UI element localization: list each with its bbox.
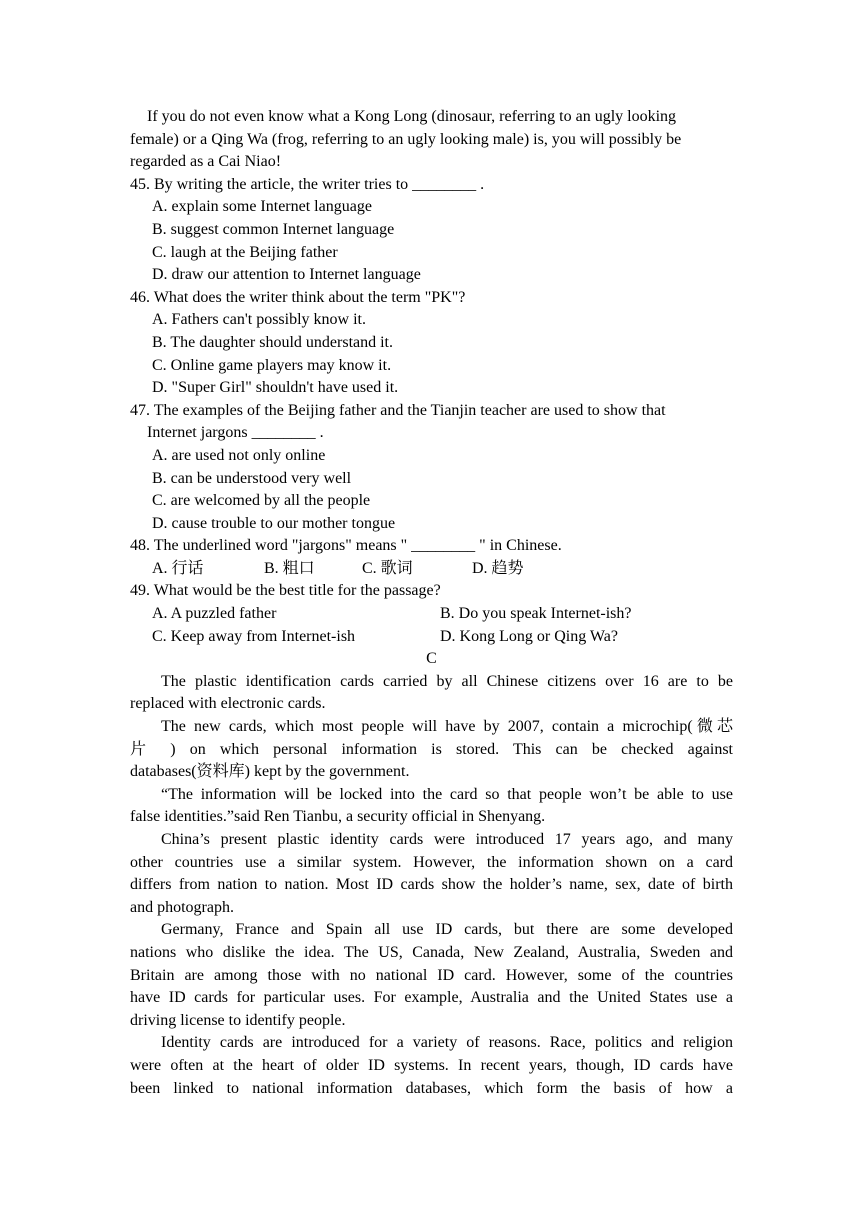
question-49-option-b: B. Do you speak Internet-ish? (440, 605, 632, 623)
paragraph-line: The plastic identification cards carried by all Chinese citizens over 16 are to be (161, 672, 733, 690)
paragraph-line: driving license to identify people. (130, 1011, 346, 1029)
question-49-options-row1 (130, 603, 733, 626)
paragraph (130, 829, 733, 919)
question-45-stem: 45. By writing the article, the writer tries to ________ . (130, 175, 485, 193)
question-48-options (130, 558, 733, 581)
question-48-option-d: D. 趋势 (472, 559, 524, 577)
paragraph-line: The new cards, which most people will have by 2007, contain a microchip(微芯 (161, 718, 733, 736)
paragraph-line: Germany, France and Spain all use ID cards, but there are some developed (161, 921, 733, 939)
question-48-option-b: B. 粗口 (264, 559, 315, 577)
question-48-stem: 48. The underlined word "jargons" means " ________ " in Chinese. (130, 537, 562, 555)
paragraph-line: Identity cards are introduced for a variety of reasons. Race, politics and religion (161, 1034, 733, 1052)
paragraph (130, 784, 733, 829)
paragraph-line: false identities.”said Ren Tianbu, a security official in Shenyang. (130, 808, 546, 826)
intro-line: female) or a Qing Wa (frog, referring to an ugly looking male) is, you will possibly be (130, 130, 682, 148)
intro-line: If you do not even know what a Kong Long (dinosaur, referring to an ugly looking (147, 108, 677, 125)
paragraph-line: databases(资料库) kept by the government. (130, 763, 410, 781)
paragraph-line: replaced with electronic cards. (130, 695, 326, 713)
paragraph-line: China’s present plastic identity cards were introduced 17 years ago, and many (161, 831, 733, 848)
paragraph (130, 919, 733, 1032)
paragraph (130, 671, 733, 716)
question-46-option-b: B. The daughter should understand it. (152, 333, 393, 351)
paragraph (130, 1032, 733, 1100)
question-49-stem: 49. What would be the best title for the passage? (130, 582, 441, 600)
paragraph (130, 716, 733, 784)
question-49-option-c: C. Keep away from Internet-ish (152, 627, 356, 645)
question-46-option-d: D. "Super Girl" shouldn't have used it. (152, 379, 399, 397)
question-49-option-a: A. A puzzled father (152, 605, 277, 623)
paragraph-line: “The information will be locked into the card so that people won’t be able to use (161, 785, 733, 803)
question-48-option-c: C. 歌词 (362, 559, 413, 577)
question-47-stem-continued: Internet jargons ________ . (147, 424, 324, 442)
paragraph-line: were often at the heart of older ID systems. In recent years, though, ID cards have (130, 1056, 733, 1074)
paragraph-line: nations who dislike the idea. The US, Canada, New Zealand, Australia, Sweden and (130, 943, 733, 961)
question-49-option-d: D. Kong Long or Qing Wa? (440, 627, 618, 645)
question-47-option-d: D. cause trouble to our mother tongue (152, 514, 396, 532)
paragraph-line: have ID cards for particular uses. For example, Australia and the United States use a (130, 989, 733, 1007)
section-heading: C (426, 650, 437, 668)
document-page (130, 106, 733, 1100)
question-49-options-row2 (130, 626, 733, 649)
intro-line: regarded as a Cai Niao! (130, 153, 282, 171)
question-45-option-a: A. explain some Internet language (152, 198, 372, 216)
question-45-option-d: D. draw our attention to Internet language (152, 266, 421, 284)
question-45-option-c: C. laugh at the Beijing father (152, 243, 338, 261)
question-47-stem: 47. The examples of the Beijing father and the Tianjin teacher are used to show that (130, 401, 666, 419)
paragraph-line: differs from nation to nation. Most ID cards show the holder’s name, sex, date of birth (130, 876, 733, 894)
question-47-option-b: B. can be understood very well (152, 469, 352, 487)
question-45-option-b: B. suggest common Internet language (152, 220, 395, 238)
question-48-option-a: A. 行话 (152, 559, 204, 577)
paragraph-line: Britain are among those with no national ID card. However, some of the countries (130, 966, 733, 984)
question-46-stem: 46. What does the writer think about the term "PK"? (130, 288, 466, 306)
paragraph-line: other countries use a similar system. However, the information shown on a card (130, 853, 733, 871)
question-46-option-c: C. Online game players may know it. (152, 356, 392, 374)
paragraph-line: been linked to national information databases, which form the basis of how a (130, 1079, 733, 1097)
paragraph-line: and photograph. (130, 898, 234, 916)
question-46-option-a: A. Fathers can't possibly know it. (152, 311, 366, 329)
paragraph-line: 片 ) on which personal information is stored. This can be checked against (130, 740, 733, 758)
question-47-option-c: C. are welcomed by all the people (152, 492, 371, 510)
question-47-option-a: A. are used not only online (152, 446, 326, 464)
